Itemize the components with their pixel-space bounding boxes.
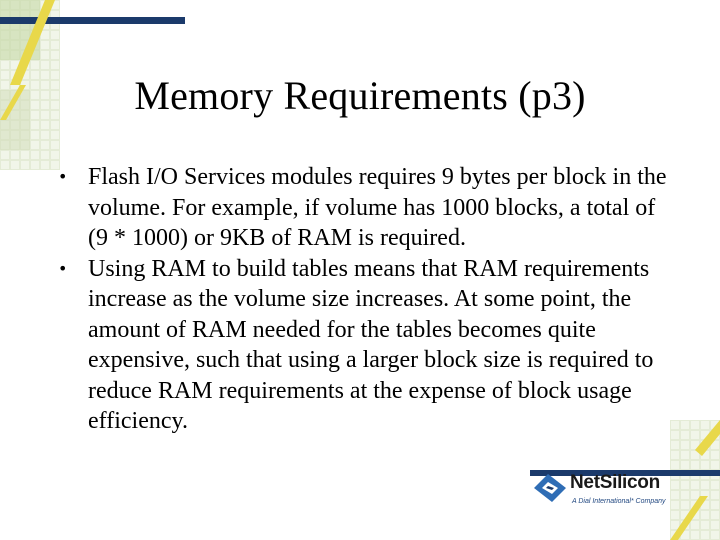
bullet-item — [58, 254, 668, 437]
logo-tagline: A Dial International* Company — [572, 498, 666, 505]
netsilicon-logo — [530, 468, 675, 512]
slide-title: Memory Requirements (p3) — [134, 73, 586, 118]
bullet-text: Flash I/O Services modules requires 9 bytes per block in the volume. For example, if volume has 1000 blocks, a total of (9 * 1000) or 9KB of RAM is required. — [88, 164, 667, 251]
bullet-list — [58, 162, 668, 437]
logo-name: NetSilicon — [570, 472, 660, 493]
logo-mark-icon — [530, 470, 570, 506]
bullet-text: Using RAM to build tables means that RAM requirements increase as the volume size increases. At some point, the amount of RAM needed for the tables becomes quite expensive, such that using a larger block size is required to reduce RAM requirements at the expense of block usage efficiency. — [88, 255, 654, 434]
bullet-icon: • — [58, 258, 68, 278]
bullet-item — [58, 162, 668, 254]
bullet-icon: • — [58, 167, 68, 186]
